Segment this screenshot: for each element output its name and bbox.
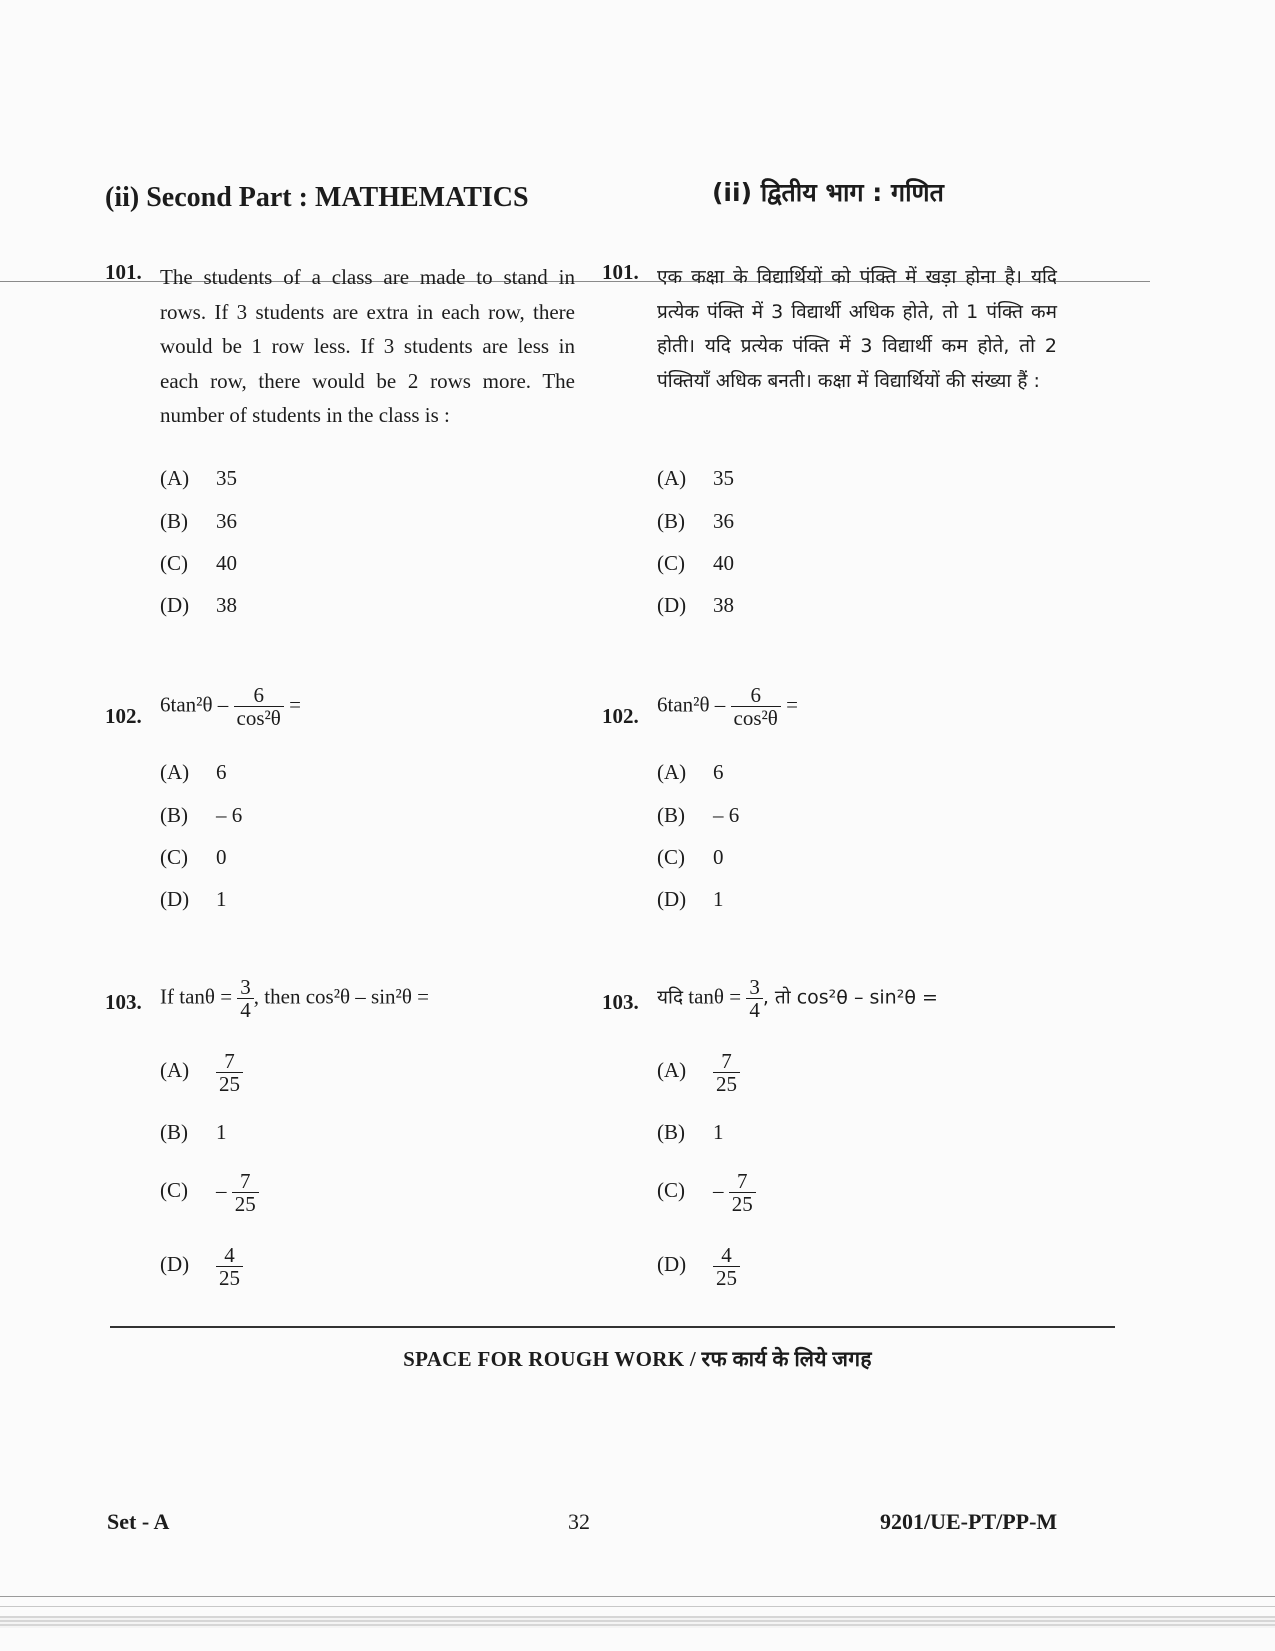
option-d[interactable]: (D) 1 bbox=[160, 887, 227, 911]
question-number: 102. bbox=[602, 704, 639, 728]
footer-set: Set - A bbox=[107, 1509, 170, 1534]
rough-work-divider bbox=[110, 1326, 1115, 1328]
question-102-english bbox=[105, 684, 575, 744]
scan-line bbox=[0, 1596, 1275, 1597]
option-c[interactable]: (C) 40 bbox=[657, 551, 734, 575]
option-d[interactable]: (D) $\frac{4}{25}$ bbox=[657, 1244, 740, 1289]
section-title-hindi: (ii) द्वितीय भाग : गणित bbox=[712, 178, 944, 207]
footer-code: 9201/UE-PT/PP-M bbox=[880, 1509, 1058, 1534]
option-d[interactable]: (D) 1 bbox=[657, 887, 724, 911]
option-c[interactable]: (C) 40 bbox=[160, 551, 237, 575]
option-a[interactable]: (A) 6 bbox=[160, 760, 227, 784]
question-number: 101. bbox=[602, 260, 639, 284]
option-a[interactable]: (A) $\frac{7}{25}$ bbox=[657, 1050, 740, 1095]
question-expression: 6tan²θ – $\frac{6}{\text{cos²θ}}$ = bbox=[657, 683, 798, 731]
question-103-english bbox=[105, 976, 575, 1036]
option-b[interactable]: (B) 36 bbox=[160, 509, 237, 533]
option-b[interactable]: (B) – 6 bbox=[657, 803, 740, 827]
section-title-english: (ii) Second Part : MATHEMATICS bbox=[105, 182, 529, 213]
option-d[interactable]: (D) 38 bbox=[657, 593, 734, 617]
option-b[interactable]: (B) 36 bbox=[657, 509, 734, 533]
question-expression: If tanθ = $\frac{3}{4}$ , then cos²θ – sin²θ = bbox=[160, 975, 430, 1023]
option-c[interactable]: (C) 0 bbox=[160, 845, 227, 869]
scan-line bbox=[0, 1606, 1275, 1607]
question-expression: 6tan²θ – $\frac{6}{\text{cos²θ}}$ = bbox=[160, 683, 301, 731]
rough-work-label: SPACE FOR ROUGH WORK / रफ कार्य के लिये जगह bbox=[403, 1347, 872, 1371]
question-expression: यदि tanθ = $\frac{3}{4}$ , तो cos²θ – sin²θ = bbox=[657, 975, 938, 1023]
question-number: 102. bbox=[105, 704, 142, 728]
option-a[interactable]: (A) $\frac{7}{25}$ bbox=[160, 1050, 243, 1095]
option-a[interactable]: (A) 6 bbox=[657, 760, 724, 784]
scan-band bbox=[0, 1616, 1275, 1628]
question-number: 101. bbox=[105, 260, 142, 284]
option-d[interactable]: (D) $\frac{4}{25}$ bbox=[160, 1244, 243, 1289]
option-a[interactable]: (A) 35 bbox=[160, 466, 237, 490]
option-b[interactable]: (B) 1 bbox=[160, 1120, 227, 1144]
option-c[interactable]: (C) – $\frac{7}{25}$ bbox=[657, 1170, 756, 1215]
question-103-hindi bbox=[602, 976, 1072, 1036]
option-c[interactable]: (C) – $\frac{7}{25}$ bbox=[160, 1170, 259, 1215]
question-text: The students of a class are made to stand in rows. If 3 students are extra in each row, there would be 1 row less. If 3 students are less in each row, there would be 2 rows more. The number of students in the class is : bbox=[160, 265, 575, 427]
question-text: एक कक्षा के विद्यार्थियों को पंक्ति में खड़ा होना है। यदि प्रत्येक पंक्ति में 3 विद्यार्थी अधिक होते, तो 1 पंक्ति कम होती। यदि प्रत्येक पंक्ति में 3 विद्यार्थी कम होते, तो 2 पंक्तियाँ अधिक बनती। कक्षा में विद्यार्थियों की संख्या हैं : bbox=[657, 266, 1057, 392]
option-b[interactable]: (B) – 6 bbox=[160, 803, 243, 827]
question-number: 103. bbox=[602, 990, 639, 1014]
footer-page-number: 32 bbox=[568, 1509, 590, 1534]
option-b[interactable]: (B) 1 bbox=[657, 1120, 724, 1144]
question-102-hindi bbox=[602, 684, 1072, 744]
option-a[interactable]: (A) 35 bbox=[657, 466, 734, 490]
question-number: 103. bbox=[105, 990, 142, 1014]
option-d[interactable]: (D) 38 bbox=[160, 593, 237, 617]
option-c[interactable]: (C) 0 bbox=[657, 845, 724, 869]
